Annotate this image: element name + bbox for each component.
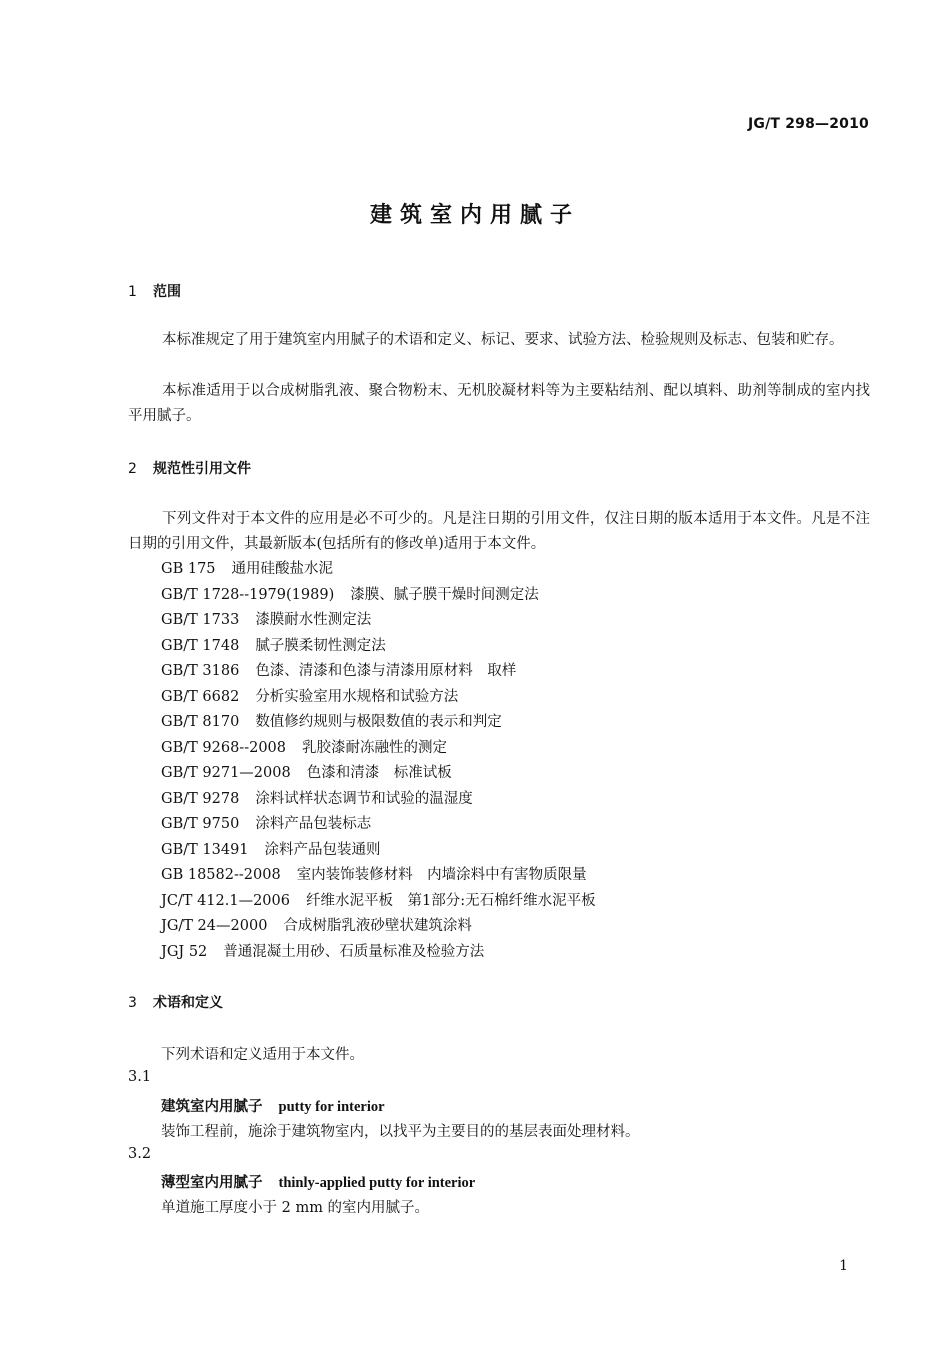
reference-title: 漆膜、腻子膜干燥时间测定法 <box>350 586 539 603</box>
term-zh: 建筑室内用腻子 <box>161 1099 263 1115</box>
reference-code: GB/T 3186 <box>161 663 240 679</box>
reference-title: 普通混凝土用砂、石质量标准及检验方法 <box>223 943 485 960</box>
reference-code: GB/T 1733 <box>161 612 240 628</box>
reference-title: 数值修约规则与极限数值的表示和判定 <box>255 714 502 730</box>
reference-code: GB/T 9271—2008 <box>161 765 291 781</box>
section-number: 1 <box>128 284 137 300</box>
reference-code: GB/T 6682 <box>161 688 240 705</box>
reference-title: 漆膜耐水性测定法 <box>255 612 372 628</box>
reference-item <box>161 889 596 915</box>
reference-title: 通用硅酸盐水泥 <box>231 561 334 577</box>
reference-code: JC/T 412.1—2006 <box>161 892 290 909</box>
reference-code: GB 175 <box>161 561 216 577</box>
clause-number: 3.1 <box>128 1069 152 1085</box>
scope-paragraph-1: 本标准规定了用于建筑室内用腻子的术语和定义、标记、要求、试验方法、检验规则及标志、包装和贮存。 <box>162 332 844 348</box>
reference-code: JGJ 52 <box>161 943 208 960</box>
reference-code: GB/T 8170 <box>161 714 240 730</box>
section-3-heading <box>128 992 223 1012</box>
reference-title: 涂料试样状态调节和试验的温湿度 <box>255 790 473 807</box>
reference-item <box>161 710 596 736</box>
reference-item <box>161 761 596 787</box>
section-title: 术语和定义 <box>153 995 223 1011</box>
term-entry <box>161 1095 385 1116</box>
reference-title: 涂料产品包装通则 <box>264 841 381 858</box>
reference-item <box>161 685 596 711</box>
reference-title: 腻子膜柔韧性测定法 <box>255 637 386 654</box>
section-2-heading <box>128 458 251 478</box>
reference-list <box>161 557 596 965</box>
term-entry <box>161 1171 475 1192</box>
reference-item <box>161 940 596 966</box>
term-zh: 薄型室内用腻子 <box>161 1175 263 1191</box>
reference-code: GB/T 9268--2008 <box>161 739 287 756</box>
reference-title: 色漆和清漆 标准试板 <box>306 765 452 781</box>
reference-title: 合成树脂乳液砂壁状建筑涂料 <box>283 918 472 934</box>
scope-paragraph-2: 本标准适用于以合成树脂乳液、聚合物粉末、无机胶凝材料等为主要粘结剂、配以填料、助剂等制成的室内找平用腻子。 <box>128 383 870 424</box>
reference-code: GB/T 9750 <box>161 816 240 832</box>
reference-item <box>161 736 596 762</box>
reference-item <box>161 787 596 813</box>
reference-title: 室内装饰装修材料 内墙涂料中有害物质限量 <box>296 867 587 883</box>
document-title: 建筑室内用腻子 <box>369 203 580 228</box>
reference-item <box>161 838 596 864</box>
section-number: 3 <box>128 995 137 1011</box>
reference-code: GB/T 1728--1979(1989) <box>161 586 335 603</box>
reference-title: 涂料产品包装标志 <box>255 816 372 832</box>
reference-item <box>161 863 596 889</box>
standard-code: JG/T 298—2010 <box>747 116 869 132</box>
reference-item <box>161 659 596 685</box>
reference-code: GB/T 9278 <box>161 790 240 807</box>
terms-intro: 下列术语和定义适用于本文件。 <box>161 1047 364 1063</box>
section-title: 范围 <box>153 284 181 300</box>
reference-item <box>161 557 596 583</box>
term-en: thinly-applied putty for interior <box>278 1175 476 1191</box>
section-1-heading <box>128 281 181 301</box>
section-number: 2 <box>128 461 137 477</box>
term-definition: 单道施工厚度小于 2 mm 的室内用腻子。 <box>161 1200 430 1216</box>
reference-item <box>161 634 596 660</box>
section-title: 规范性引用文件 <box>153 461 251 477</box>
reference-title: 乳胶漆耐冻融性的测定 <box>302 739 448 756</box>
clause-number: 3.2 <box>128 1146 152 1162</box>
reference-item <box>161 608 596 634</box>
reference-item <box>161 583 596 609</box>
term-en: putty for interior <box>278 1099 385 1115</box>
reference-code: JG/T 24—2000 <box>161 918 268 934</box>
reference-title: 分析实验室用水规格和试验方法 <box>255 688 459 705</box>
reference-item <box>161 914 596 940</box>
references-intro: 下列文件对于本文件的应用是必不可少的。凡是注日期的引用文件，仅注日期的版本适用于本文件。凡是不注日期的引用文件，其最新版本(包括所有的修改单)适用于本文件。 <box>128 511 870 552</box>
reference-item <box>161 812 596 838</box>
term-definition: 装饰工程前，施涂于建筑物室内，以找平为主要目的的基层表面处理材料。 <box>161 1124 640 1140</box>
page-number: 1 <box>839 1258 848 1274</box>
reference-title: 纤维水泥平板 第1部分:无石棉纤维水泥平板 <box>306 892 596 909</box>
reference-title: 色漆、清漆和色漆与清漆用原材料 取样 <box>255 663 517 679</box>
reference-code: GB/T 1748 <box>161 637 240 654</box>
reference-code: GB 18582--2008 <box>161 867 281 883</box>
reference-code: GB/T 13491 <box>161 841 249 858</box>
